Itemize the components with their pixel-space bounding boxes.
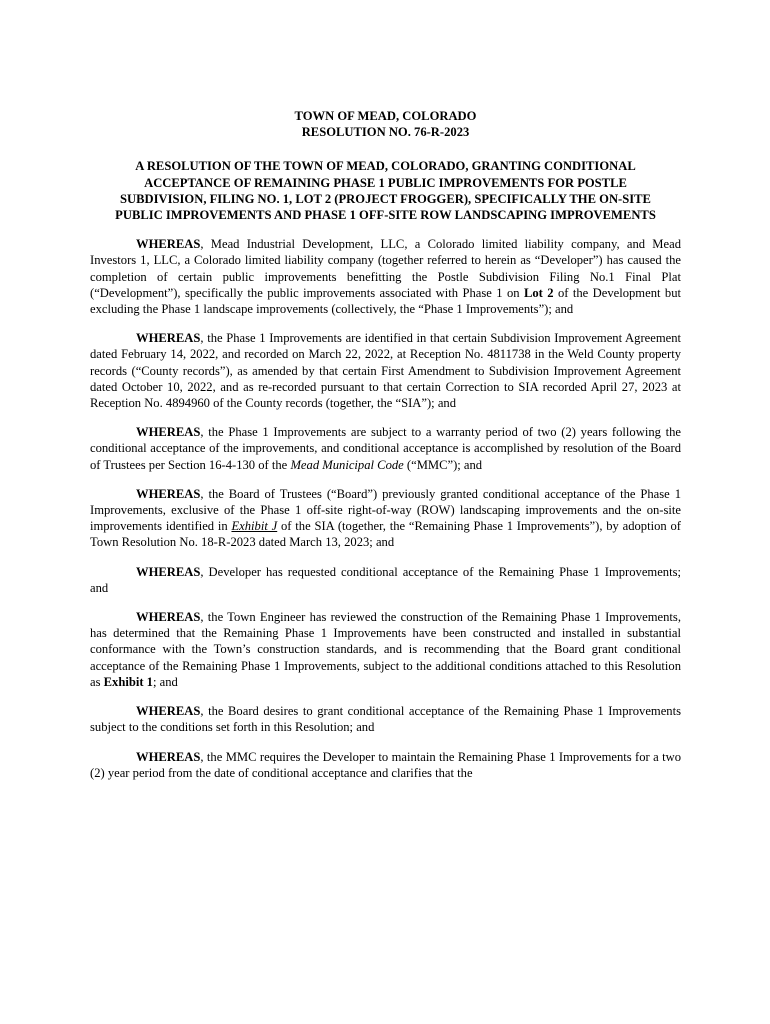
exhibit-j-reference: Exhibit J xyxy=(231,519,278,534)
whereas-paragraph-2 xyxy=(90,330,681,411)
whereas-paragraph-1 xyxy=(90,236,681,317)
whereas-label: WHEREAS xyxy=(136,425,201,440)
paragraph-text: (“MMC”); and xyxy=(403,457,483,472)
whereas-paragraph-6 xyxy=(90,609,681,690)
spacer xyxy=(90,140,681,158)
resolution-number: RESOLUTION NO. 76-R-2023 xyxy=(301,125,470,140)
resolution-title: A RESOLUTION OF THE TOWN OF MEAD, COLORADO, GRANTING CONDITIONAL ACCEPTANCE OF REMAINING PHASE 1 PUBLIC IMPROVEMENTS FOR POSTLE SUBDIVISION, FILING NO. 1, LOT 2 (PROJECT FROGGER), SPECIFICALLY THE ON-SITE PUBLIC IMPROVEMENTS AND PHASE 1 OFF-SITE ROW LANDSCAPING IMPROVEMENTS xyxy=(115,159,656,223)
paragraph-text: of the Development but excluding the Phase 1 landscape improvements (collectively, the “Phase 1 Improvements”); and xyxy=(90,285,681,317)
paragraph-text: , the Board of Trustees (“Board”) previously granted conditional acceptance of the Phase 1 Improvements, exclusive of the Phase 1 off-site right-of-way (ROW) landscaping improvements and the on-site improvements identified in xyxy=(90,486,681,534)
paragraph-text: ; and xyxy=(152,674,178,689)
paragraph-text: , the MMC requires the Developer to maintain the Remaining Phase 1 Improvements for a two (2) year period from the date of conditional acceptance and clarifies that the xyxy=(90,749,681,780)
exhibit-1-reference: Exhibit 1 xyxy=(103,674,153,689)
whereas-label: WHEREAS xyxy=(136,237,201,252)
whereas-paragraph-4 xyxy=(90,486,681,551)
whereas-label: WHEREAS xyxy=(136,610,201,625)
whereas-paragraph-7 xyxy=(90,703,681,735)
document-page xyxy=(90,108,681,781)
whereas-paragraph-8 xyxy=(90,749,681,781)
paragraph-text: , the Board desires to grant conditional acceptance of the Remaining Phase 1 Improvements subject to the conditions set forth in this Resolution; and xyxy=(90,704,681,735)
paragraph-text: of the SIA (together, the “Remaining Phase 1 Improvements”), by adoption of Town Resolution No. 18-R-2023 dated March 13, 2023; and xyxy=(90,519,681,550)
whereas-label: WHEREAS xyxy=(136,564,201,579)
whereas-label: WHEREAS xyxy=(136,486,201,501)
paragraph-text: , the Phase 1 Improvements are identified in that certain Subdivision Improvement Agreement dated February 14, 2022, and recorded on March 22, 2022, at Reception No. 4811738 in the Weld County property records (“County records”), as amended by that certain First Amendment to Subdivision Improvement Agreement dated October 10, 2022, and as re-recorded pursuant to that certain Correction to SIA recorded April 27, 2023 at Reception No. 4894960 of the County records (together, the “SIA”); and xyxy=(90,331,681,411)
whereas-label: WHEREAS xyxy=(136,749,201,764)
paragraph-text: , Mead Industrial Development, LLC, a Colorado limited liability company, and Mead Investors 1, LLC, a Colorado limited liability company (together referred to herein as “Developer”) has caused the completion of certain public improvements benefitting the Postle Subdivision Filing No.1 Final Plat (“Development”), specifically the public improvements associated with Phase 1 on xyxy=(90,237,681,300)
whereas-label: WHEREAS xyxy=(136,704,201,719)
lot-reference: Lot 2 xyxy=(523,285,554,300)
whereas-paragraph-3 xyxy=(90,424,681,473)
whereas-paragraph-5 xyxy=(90,564,681,596)
paragraph-text: , Developer has requested conditional acceptance of the Remaining Phase 1 Improvements; and xyxy=(90,564,681,595)
paragraph-text: , the Town Engineer has reviewed the construction of the Remaining Phase 1 Improvements, has determined that the Remaining Phase 1 Improvements have been constructed and installed in substantial conformance with the Town’s construction standards, and is recommending that the Board grant conditional acceptance of the Remaining Phase 1 Improvements, subject to the additional conditions attached to this Resolution as xyxy=(90,610,681,689)
town-heading: TOWN OF MEAD, COLORADO xyxy=(294,109,477,123)
paragraph-text: , the Phase 1 Improvements are subject to a warranty period of two (2) years following the conditional acceptance of the improvements, and conditional acceptance is accomplished by resolution of the Board of Trustees per Section 16-4-130 of the xyxy=(90,425,681,472)
municipal-code-reference: Mead Municipal Code xyxy=(290,457,404,472)
whereas-label: WHEREAS xyxy=(136,331,201,346)
